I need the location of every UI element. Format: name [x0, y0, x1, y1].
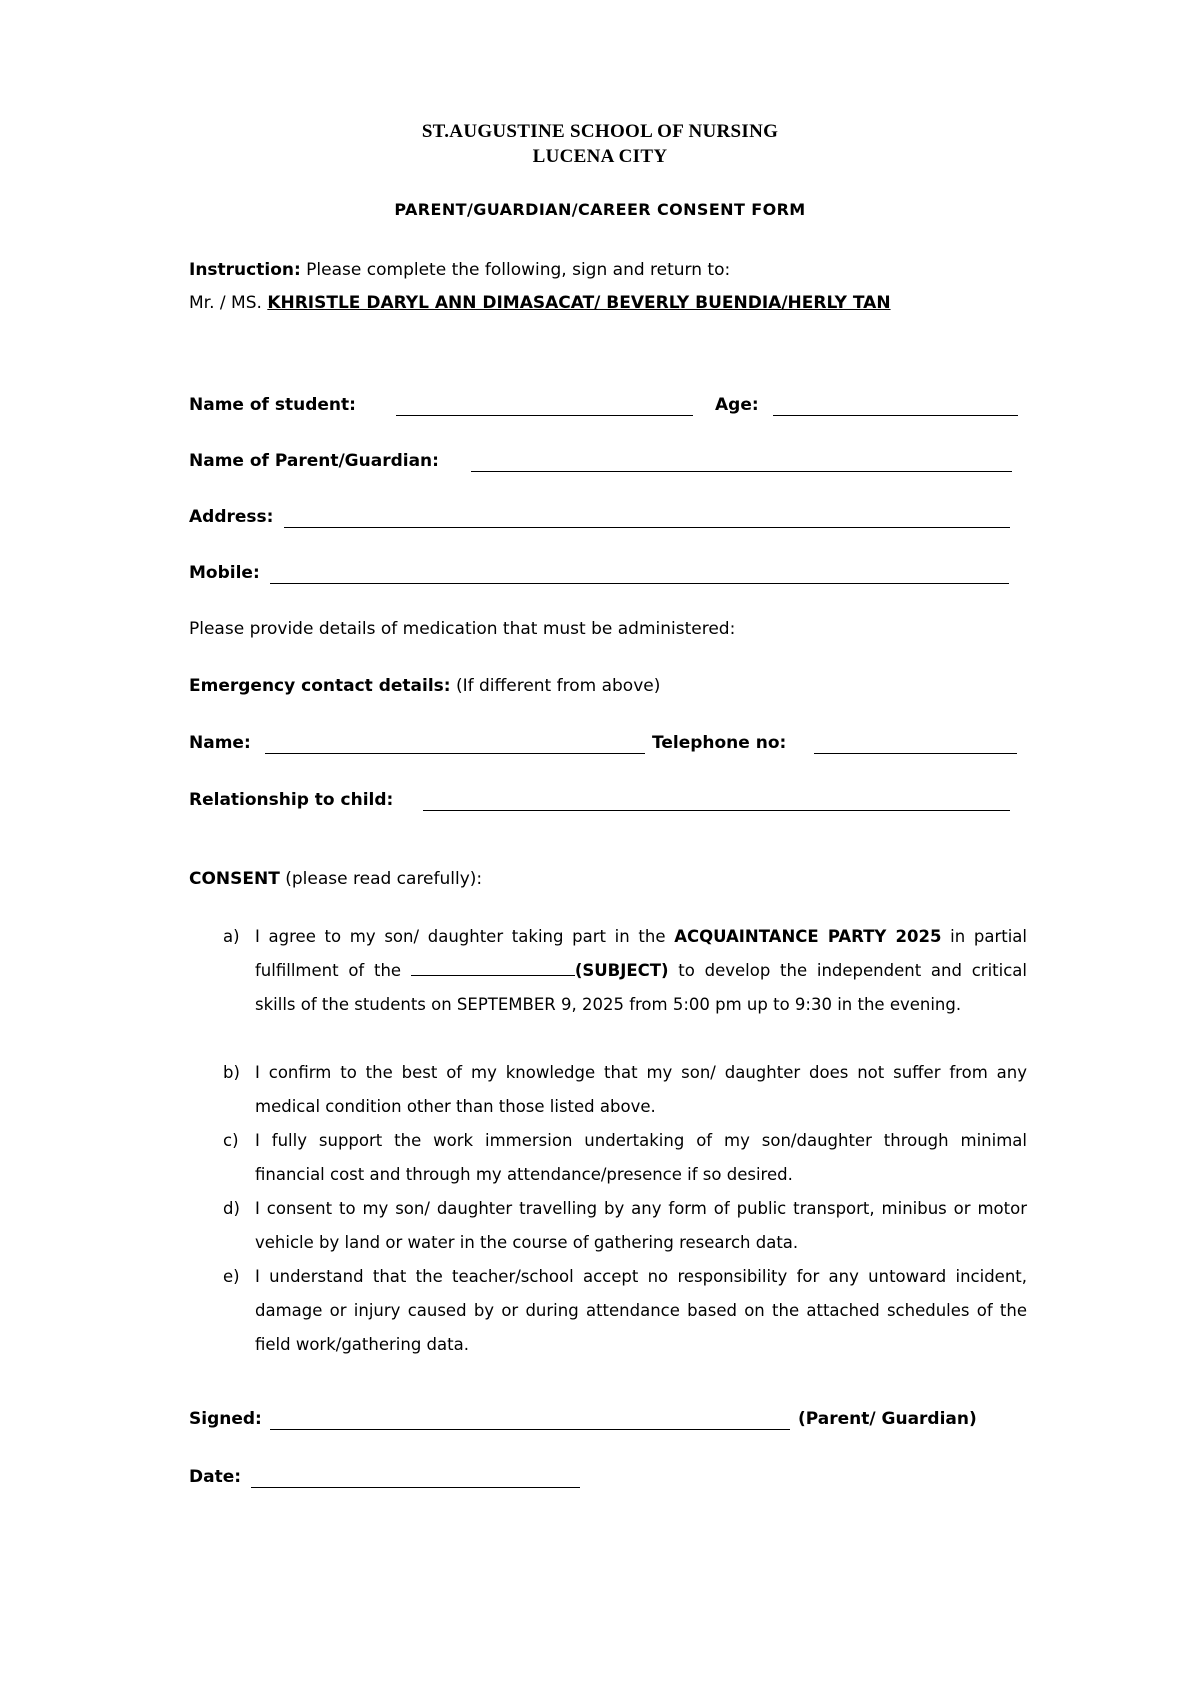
consent-item-a-subject: (SUBJECT): [574, 961, 669, 980]
instruction-label: Instruction:: [189, 260, 301, 280]
consent-heading: [189, 869, 482, 889]
date-label: Date:: [189, 1467, 242, 1487]
parent-name-label: Name of Parent/Guardian:: [189, 451, 439, 471]
consent-item-marker: c): [223, 1131, 239, 1150]
subject-blank-field[interactable]: [411, 961, 575, 976]
parent-name-field[interactable]: [471, 471, 1012, 472]
consent-item-marker: e): [223, 1267, 240, 1286]
address-field[interactable]: [284, 527, 1010, 528]
instruction-text: Please complete the following, sign and return to:: [300, 260, 731, 280]
consent-item-a-event: ACQUAINTANCE PARTY 2025: [674, 927, 942, 946]
form-title: PARENT/GUARDIAN/CAREER CONSENT FORM: [394, 200, 806, 219]
return-to-names: KHRISTLE DARYL ANN DIMASACAT/ BEVERLY BUENDIA/HERLY TAN: [267, 293, 891, 313]
consent-item-marker: d): [223, 1199, 240, 1218]
consent-item-a-post: to develop the independent and critical skills of the students on SEPTEMBER 9, 2025 from 5:00 pm up to 9:30 in the evening.: [255, 961, 1027, 1014]
address-label: Address:: [189, 507, 274, 527]
relationship-field[interactable]: [423, 810, 1010, 811]
telephone-field[interactable]: [814, 753, 1017, 754]
consent-item-text: I understand that the teacher/school accept no responsibility for any untoward incident, damage or injury caused by or during attendance based on the attached schedules of the field work/gathering data.: [255, 1267, 1027, 1354]
signed-label: Signed:: [189, 1409, 262, 1429]
age-label: Age:: [715, 395, 759, 415]
mobile-label: Mobile:: [189, 563, 260, 583]
consent-item-marker: b): [223, 1063, 240, 1082]
telephone-label: Telephone no:: [652, 733, 787, 753]
signer-role: (Parent/ Guardian): [798, 1409, 977, 1429]
school-city: LUCENA CITY: [532, 146, 668, 167]
student-name-field[interactable]: [396, 415, 693, 416]
mobile-field[interactable]: [270, 583, 1009, 584]
emergency-contact-line: [189, 676, 660, 696]
school-name: ST.AUGUSTINE SCHOOL OF NURSING: [421, 121, 779, 142]
emergency-note: (If different from above): [450, 676, 661, 696]
medication-prompt: Please provide details of medication that must be administered:: [189, 619, 736, 639]
consent-item-marker: a): [223, 927, 240, 946]
consent-item-text: [255, 920, 1027, 1022]
consent-item-a-pre: I agree to my son/ daughter taking part in the: [255, 927, 675, 946]
instruction-line: [189, 260, 730, 280]
age-field[interactable]: [773, 415, 1018, 416]
contact-name-label: Name:: [189, 733, 251, 753]
return-to-line: [189, 293, 891, 313]
contact-name-field[interactable]: [265, 753, 645, 754]
consent-label: CONSENT: [189, 869, 280, 889]
consent-item-text: I fully support the work immersion undertaking of my son/daughter through minimal financial cost and through my attendance/presence if so desired.: [255, 1131, 1027, 1184]
consent-item-text: I consent to my son/ daughter travelling by any form of public transport, minibus or motor vehicle by land or water in the course of gathering research data.: [255, 1199, 1027, 1252]
student-name-label: Name of student:: [189, 395, 356, 415]
signature-field[interactable]: [270, 1429, 790, 1430]
consent-note: (please read carefully):: [279, 869, 483, 889]
consent-item-a-mid: in partial fulfillment of the: [255, 927, 1027, 980]
date-field[interactable]: [251, 1487, 580, 1488]
consent-item-text: I confirm to the best of my knowledge that my son/ daughter does not suffer from any medical condition other than those listed above.: [255, 1063, 1027, 1116]
emergency-label: Emergency contact details:: [189, 676, 451, 696]
relationship-label: Relationship to child:: [189, 790, 394, 810]
return-to-prefix: Mr. / MS.: [189, 293, 268, 313]
